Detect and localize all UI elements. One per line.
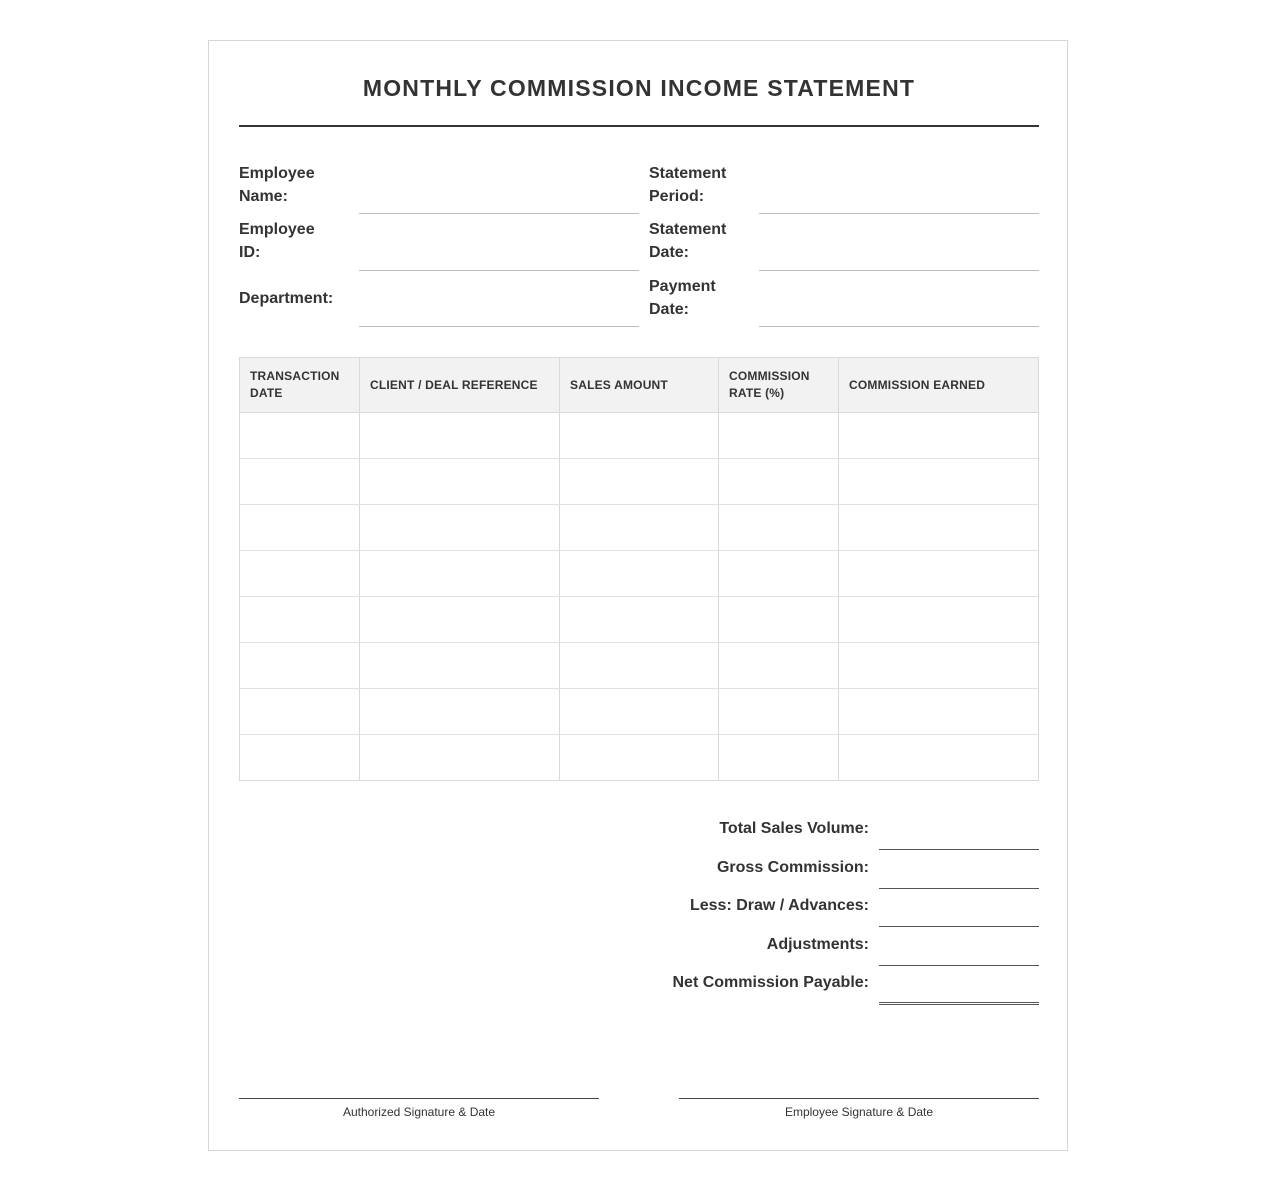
net-commission-payable-field[interactable] <box>879 1002 1039 1005</box>
net-commission-payable-label: Net Commission Payable: <box>672 974 869 992</box>
table-row[interactable] <box>240 597 1038 642</box>
totals-section <box>639 811 1039 1004</box>
draw-advances-label: Less: Draw / Advances: <box>689 897 869 915</box>
header-sales-amount <box>560 358 719 412</box>
table-row[interactable] <box>240 505 1038 550</box>
table-row[interactable] <box>240 643 1038 688</box>
label-line: Period: <box>649 188 705 205</box>
label-line: ID: <box>239 244 261 261</box>
table-row[interactable] <box>240 459 1038 504</box>
label-line: Statement <box>649 165 727 182</box>
statement-page <box>208 40 1068 1151</box>
header-text: SALES AMOUNT <box>570 377 668 392</box>
total-sales-volume-row <box>639 811 1039 850</box>
label-line: Date: <box>649 244 690 261</box>
label-line: Statement <box>649 221 727 238</box>
label-line: Department: <box>239 290 334 307</box>
label-line: Employee <box>239 165 315 182</box>
label-line: Date: <box>649 301 690 318</box>
department-label <box>239 287 349 310</box>
info-row <box>239 214 1039 271</box>
gross-commission-row <box>639 850 1039 889</box>
authorized-signature-label: Authorized Signature & Date <box>342 1105 496 1119</box>
employee-signature-line[interactable] <box>679 1098 1039 1099</box>
employee-signature-block <box>679 1098 1039 1119</box>
header-text: TRANSACTION <box>250 369 340 383</box>
payment-date-field[interactable] <box>759 326 1039 327</box>
header-text: COMMISSION EARNED <box>849 377 986 392</box>
employee-name-label <box>239 162 339 208</box>
label-line: Payment <box>649 278 716 295</box>
label-line: Employee <box>239 221 315 238</box>
header-commission-earned <box>839 358 1038 412</box>
document-title: MONTHLY COMMISSION INCOME STATEMENT <box>362 75 916 101</box>
draw-advances-row <box>639 888 1039 927</box>
employee-id-label <box>239 218 339 264</box>
statement-period-label <box>649 162 749 208</box>
header-commission-rate <box>719 358 839 412</box>
table-row[interactable] <box>240 689 1038 734</box>
header-text: COMMISSION <box>729 369 810 383</box>
total-sales-volume-label: Total Sales Volume: <box>719 820 869 837</box>
info-row <box>239 271 1039 328</box>
statement-date-label <box>649 218 749 264</box>
header-transaction-date <box>240 358 360 412</box>
net-commission-payable-row <box>639 965 1039 1004</box>
transactions-table <box>239 357 1039 781</box>
authorized-signature-block <box>239 1098 599 1119</box>
authorized-signature-line[interactable] <box>239 1098 599 1099</box>
title-rule <box>239 125 1039 127</box>
label-line: Name: <box>239 188 288 205</box>
gross-commission-label: Gross Commission: <box>716 858 869 876</box>
adjustments-row <box>639 927 1039 966</box>
employee-signature-label: Employee Signature & Date <box>784 1105 934 1119</box>
employee-info-section <box>239 157 1039 328</box>
table-row[interactable] <box>240 735 1038 780</box>
adjustments-label: Adjustments: <box>766 935 869 953</box>
payment-date-label <box>649 275 749 321</box>
header-text: CLIENT / DEAL REFERENCE <box>370 377 538 392</box>
header-text: DATE <box>250 386 283 400</box>
table-row[interactable] <box>240 551 1038 596</box>
department-field[interactable] <box>359 326 639 327</box>
table-row[interactable] <box>240 413 1038 458</box>
header-text: RATE (%) <box>729 386 785 400</box>
header-client-deal-reference <box>360 358 560 412</box>
info-row <box>239 157 1039 214</box>
